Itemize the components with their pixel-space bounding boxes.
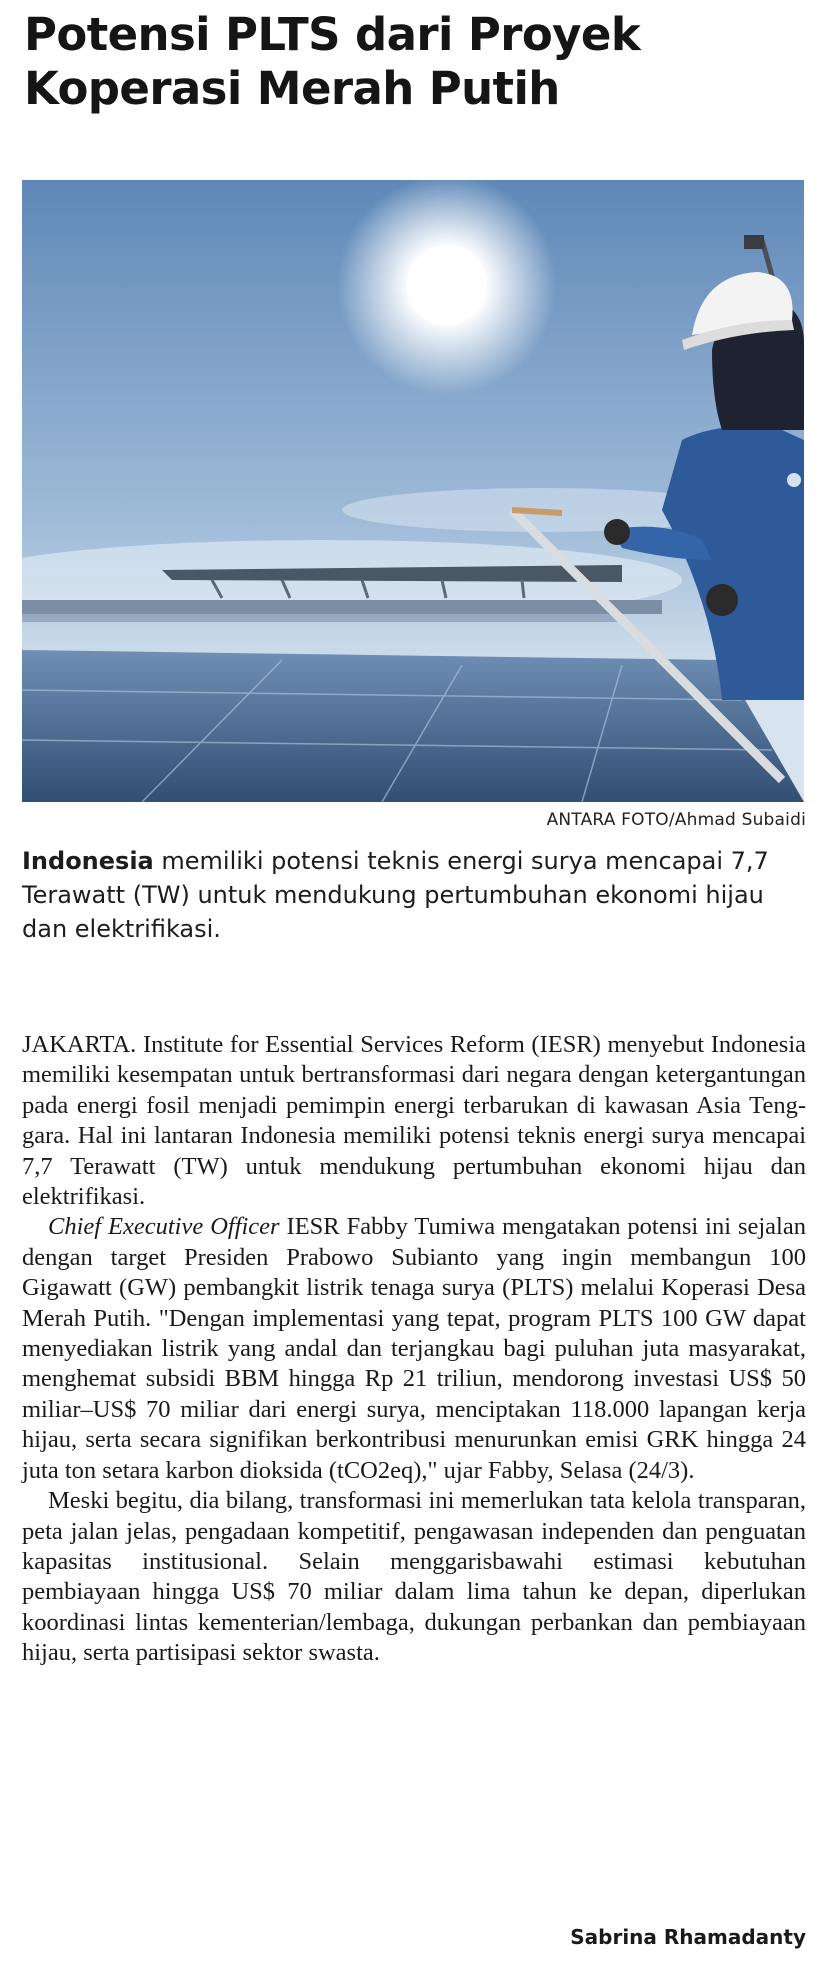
headline: Potensi PLTS dari Proyek Koperasi Merah Putih [24, 8, 641, 115]
paragraph-2-text: IESR Fabby Tumiwa mengatakan potensi ini sejalan dengan target Presiden Prabowo Subianto yang ingin membangun 100 Gigawatt (GW) pembangkit listrik tenaga surya (PLTS) melalui Koperasi Desa Merah Putih. "Dengan implementasi yang tepat, program PLTS 100 GW dapat menyediakan listrik yang andal dan terjangkau bagi puluhan juta masyarakat, menghemat subsidi BBM hingga Rp 21 triliun, mendorong investasi US$ 50 miliar–US$ 70 miliar dari energi surya, menciptakan 118.000 lapangan kerja hijau, serta secara signifikan berkontribusi menurunkan emisi GRK hingga 24 juta ton setara karbon dioksida (tCO2eq)," ujar Fabby, Selasa (24/3). [22, 1213, 806, 1484]
paragraph-1: JAKARTA. Institute for Essential Services Reform (IESR) menyebut Indonesia memiliki kesempatan untuk bertransformasi dari negara dengan ketergantungan pada energi fosil menjadi pemimpin energi terbarukan di kawasan Asia Tenggara. Hal ini lantaran Indonesia memiliki potensi teknis energi surya mencapai 7,7 Terawatt (TW) untuk mendukung pertumbuhan ekonomi hijau dan elektrifikasi. [22, 1031, 806, 1211]
paragraph-3: Meski begitu, dia bilang, transformasi ini memerlukan tata kelola transparan, peta jalan jelas, pengadaan kompetitif, pengawasan independen dan penguatan kapasitas institusional. Selain menggarisbawahi estimasi kebutuhan pembiayaan hingga US$ 70 miliar dalam lima tahun ke depan, diperlukan koordinasi lintas kementerian/lembaga, dukungan perbankan dan pembiayaan hijau, serta partisipasi sektor swasta. [22, 1487, 806, 1667]
byline: Sabrina Rhamadanty [570, 1925, 806, 1949]
news-photo [22, 180, 804, 802]
photo-caption [22, 844, 812, 946]
caption-lead: Indonesia [22, 847, 154, 875]
caption-text: memiliki potensi teknis energi surya mencapai 7,7 Terawatt (TW) untuk mendukung pertumbuhan ekonomi hijau dan elektrifikasi. [22, 847, 769, 943]
article-body [22, 1030, 806, 1669]
photo-credit: ANTARA FOTO/Ahmad Subaidi [546, 810, 806, 830]
ceo-title: Chief Executive Officer [48, 1213, 280, 1241]
paragraph-2 [22, 1212, 806, 1486]
